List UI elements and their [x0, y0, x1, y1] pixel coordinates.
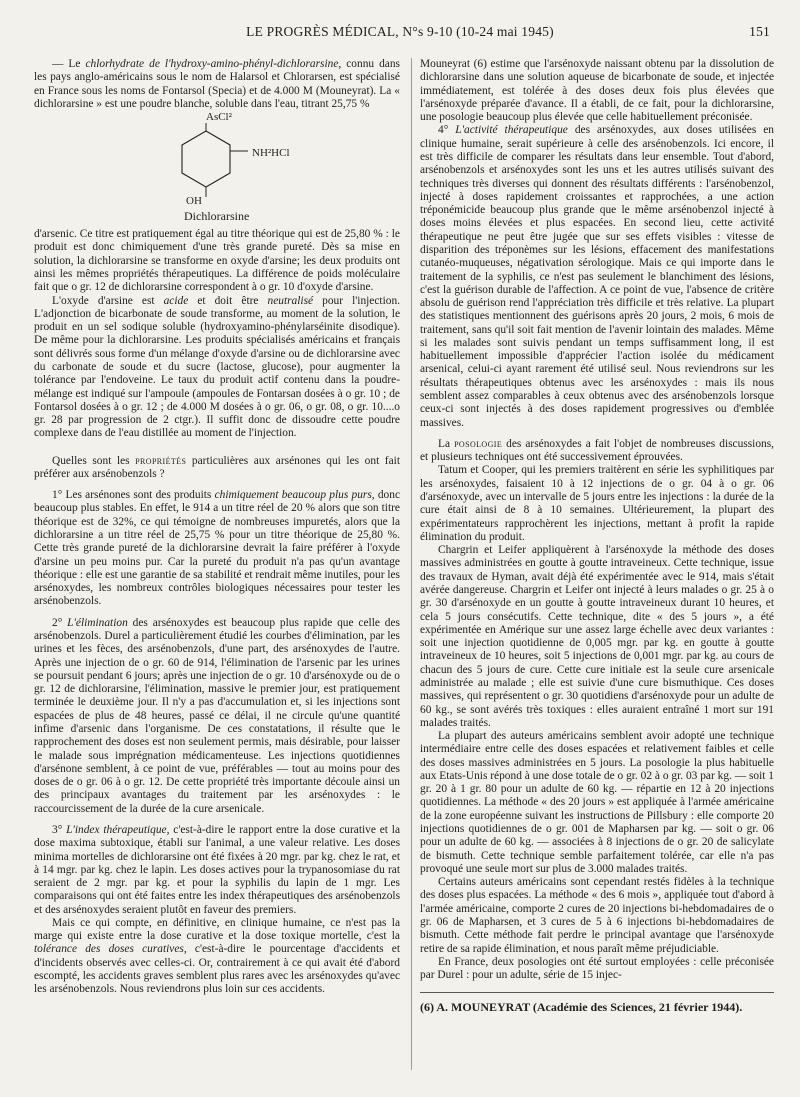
oxide-paragraph: L'oxyde d'arsine est acide et doit être neutralisé pour l'injection. L'adjonction de bicarbonate de soude transforme, au moment de la solution, le produit en un sel sodique soluble (hydroxyamino-phénylarséinite disodique). De même pour la dichlorarsine. Les produits spécialisés américains et français sont délivrés sous forme d'un mélange d'oxyde d'arsine ou de dichlorarsine avec du carbonate de soude et du sucre (lactose, glucose), pour augmenter la tolérance par l'endoveine. Le taux du produit actif contenu dans la poudre-mélange est indiqué sur l'ampoule (ampoules de Fontarsan dosées à o gr. 10 ; de Fontarsol dosées à o gr. 12 ; de 4.000 M dosées à o gr. 06, o gr. 08, o gr. 10....o gr. 28 par progression de 2 ctgr.). Il suffit donc de dissoudre cette poudre complexe dans de l'eau distillée au moment de l'injection.: [34, 294, 400, 440]
nh2hcl-label: NH²HCl: [252, 147, 290, 160]
mouneyrat-paragraph: Mouneyrat (6) estime que l'arsénoxyde naissant obtenu par la dissolution de dichlorarsine dans une solution aqueuse de bicarbonate de soude, et injectée immédiatement, est tolérée à des doses deux fois plus élevées que l'arsénoxyde préparée d'avance. Il a établi, de ce fait, pour la dichlorarsine, une posologie beaucoup plus élevée que celle habituellement préconisée.: [420, 58, 774, 124]
point-3-paragraph: 3° L'index thérapeutique, c'est-à-dire le rapport entre la dose curative et la dose maxima subtoxique, établi sur l'animal, a une valeur relative. Les doses minima mortelles de dichlorarsine ont été fixées à 20 mgr. par kg. chez le rat, et à 14 mgr. par kg. chez le lapin. Les doses actives pour la trypanosomiase du rat seraient de 2 mgr. par kg. et pour la syphilis du lapin de 1 mgr. Les comparaisons qui ont été faites entre les index thérapeutiques des arsénobenzols et des arsénoxydes seraient plutôt en faveur des premiers.: [34, 823, 400, 916]
point-1-paragraph: 1° Les arsénones sont des produits chimiquement beaucoup plus purs, donc beaucoup plus stables. En effet, le 914 a un titre réel de 20 % alors que son titre théorique est de 32%, ce qui témoigne de nombreuses impuretés, alors que la dichlorarsine a un titre réel de 25,75 % pour un titre théorique de 25,80 %. Cette très grande pureté de la dichlorarsine devrait la faire préférer à l'oxyde d'arsine un peu moins pur. Car la pureté du produit n'a pas qu'un avantage théorique : elle est une garantie de sa stabilité et rendrait même inutiles, pour les arsénoxydes, les nombreux contrôles biologiques nécessaires pour tester les arsénobenzols.: [34, 489, 400, 608]
benzene-ring-icon: [160, 111, 250, 206]
footnote-divider: [420, 992, 774, 993]
point-4-paragraph: 4° L'activité thérapeutique des arsénoxydes, aux doses utilisées en clinique humaine, serait supérieure à celle des arsénobenzols. Ici encore, il est très difficile de comparer les résultats dans leur ensemble. Tout d'abord, arsénobenzols et arsénoxydes sont les uns et les autres utilisés suivant des techniques très diverses qui donnent des résultats différents : l'arsénobenzol, injecté à doses rapidement croissantes et rapprochées, a une action tréponémicide beaucoup plus grande que le même arsénobenzol injecté à doses moins élevées et plus espacées. En second lieu, cette activité thérapeutique ne peut être jugée que sur ses effets visibles : vitesse de disparition des tréponèmes sur les lésions, effacement des manifestations cutanéo-muqueuses, négativation sérologique. Mais ce qui importe dans le traitement de la syphilis, ce n'est pas seulement le blanchiment des lésions, c'est la guérison durable de l'affection. A ce point de vue, l'absence de critère absolu de guérison rend l'appréciation très difficile et très relative. La plupart des statistiques mentionnent des guérisons après 20 jours, 2 mois, 6 mois de traitement, sans qu'il soit fait mention de l'avenir lointain des malades. Même si les malades sont suivis pendant un temps suffisamment long, il est habituellement impossible d'apprécier l'action isolée du médicament arsenical, celui-ci ayant rarement été utilisé seul. Nous reviendrons sur les résultats thérapeutiques obtenus avec les arsénoxydes : mais ils nous semblent assez comparables à ceux obtenus avec des arsénobenzols lorsque ceux-ci sont injectés à des doses rapidement progressives ou d'emblée massives.: [420, 124, 775, 429]
right-column: [420, 58, 774, 1015]
tolerance-paragraph: Mais ce qui compte, en définitive, en clinique humaine, ce n'est pas la marge qui existe entre la dose curative et la dose toxique mortelle, c'est la tolérance des doses curatives, c'est-à-dire le pourcentage d'accidents et d'incidents observés avec celles-ci. Or, contrairement à ce qui avait été d'abord escompté, les accidents graves semblent plus rares avec les arsénoxydes qu'avec les arsénobenzols. Nous reviendrons plus loin sur ces accidents.: [34, 916, 401, 996]
column-divider: [411, 58, 412, 1070]
posology-paragraph: La posologie des arsénoxydes a fait l'objet de nombreuses discussions, et plusieurs techniques ont été successivement éprouvées.: [420, 437, 774, 464]
tatum-cooper-paragraph: Tatum et Cooper, qui les premiers traitèrent en série les syphilitiques par les arsénoxydes, faisaient 10 à 12 injections de o gr. 04 à o gr. 06 d'arsénoxyde, avec un intervalle de 5 jours entre les injections : la durée de la cure était ainsi de 8 à 10 semaines. Ultérieurement, la plupart des expérimentateurs rapprochèrent les injections, mettant à profit la rapide élimination du produit.: [420, 464, 774, 543]
page-header: [30, 24, 770, 44]
american-technique-paragraph: La plupart des auteurs américains semblent avoir adopté une technique intermédiaire entre celle des doses espacées et relativement faibles et celle des doses massives administrées en 5 jours. La posologie la plus habituelle aux Etats-Unis répond à une dose totale de o gr. 02 à o gr. 03 par kg. — soit 1 gr. 20 à 1 gr. 80 pour un adulte de 60 kg. — répartie en 12 à 20 injections quotidiennes. La méthode « des 20 jours » est appliquée à l'armée américaine de la zone européenne suivant les instructions de Pillsbury : elle comporte 20 injections quotidiennes de o gr. 001 de Mapharsen par kg. — soit o gr. 06 pour un adulte de 60 kg. — associées à 8 injections de o gr. 20 de salicylate de bismuth. Cette technique semble parfaitement tolérée, car elle n'a pas provoqué une seule mort sur plus de 3.000 malades traités.: [420, 730, 774, 875]
purity-paragraph: d'arsenic. Ce titre est pratiquement égal au titre théorique qui est de 25,80 % : le produit est donc chimiquement d'une très grande pureté. Dès sa mise en solution, la dichlorarsine se transforme en oxyde d'arsine; les deux produits ont ainsi les mêmes propriétés thérapeutiques. La différence de poids moléculaire fait que o gr. 12 de dichlorarsine correspondent à o gr. 10 d'oxyde d'arsine.: [34, 228, 400, 294]
left-column: [34, 58, 400, 997]
diagram-caption: Dichlorarsine: [184, 209, 250, 224]
six-months-paragraph: Certains auteurs américains sont cependant restés fidèles à la technique des doses plus espacées. La méthode « des 6 mois », appliquée tout d'abord à l'armée américaine, comporte 2 cures de 20 injections bi-hebdomadaires de o gr. 06 de Mapharsen, et 3 cures de 5 à 6 injections bi-hebdomadaires de bismuth. Cette méthode fait perdre le principal avantage que l'arsénoxyde retire de sa rapide élimination, et nous paraît même préjudiciable.: [420, 876, 774, 955]
dichlorarsine-structure-diagram: [34, 111, 400, 226]
page-number: 151: [749, 24, 770, 39]
journal-title: LE PROGRÈS MÉDICAL, N°s 9-10 (10-24 mai 1945): [246, 24, 554, 39]
france-paragraph: En France, deux posologies ont été surtout employées : celle préconisée par Durel : pour un adulte, série de 15 injec-: [420, 955, 774, 982]
oh-label: OH: [186, 195, 202, 208]
question-heading: Quelles sont les propriétés particulières aux arsénones qui les ont fait préférer aux arsénobenzols ?: [34, 454, 400, 480]
point-2-paragraph: 2° L'élimination des arsénoxydes est beaucoup plus rapide que celle des arsénobenzols. Durel a particulièrement étudié les courbes d'élimination, par les urines et les fèces, des arsénobenzols, d'une part, des arsénoxydes de l'autre. Après une injection de o gr. 60 de 914, l'élimination de l'arsenic par les urines se poursuit pendant 6 jours; après une injection de o gr. 10 d'arsénoxyde ou de o gr. 12 de dichlorarsine, l'élimination, massive le premier jour, est pratiquement terminée le deuxième jour. Il n'y a pas d'accumulation et, si les injections sont espacées de plus de 48 heures, passé ce délai, il ne circule qu'une quantité infime d'arsenic dans l'organisme. De ces constatations, il résulte que le rapprochement des doses est non seulement permis, mais désirable, pour laisser le malade sous imprégnation médicamenteuse. Les injections quotidiennes d'arsénone semblent, à ce point de vue, préférables — tout au moins pour des doses de o gr. 06 à o gr. 12. De cette propriété très importante découle ainsi un des principaux avantages du traitement par les arsénoxydes : le raccourcissement de la durée de la cure arsenicale.: [34, 616, 400, 815]
ascl2-label: AsCl²: [206, 111, 232, 124]
intro-paragraph: — Le chlorhydrate de l'hydroxy-amino-phényl-dichlorarsine, connu dans les pays anglo-américains sous le nom de Halarsol et Chlorarsen, est spécialisé en France sous les noms de Fontarsol (Specia) et de 4.000 M (Mouneyrat). La « dichlorarsine » est une poudre blanche, soluble dans l'eau, titrant 25,75 %: [34, 58, 400, 110]
chargrin-leifer-paragraph: Chargrin et Leifer appliquèrent à l'arsénoxyde la méthode des doses massives administrées en goutte à goutte intraveineux. Cette technique, issue des travaux de Hyman, avait déjà été expérimentée avec le 914, mais s'était avérée dangereuse. Chargrin et Leifer ont injecté à leurs malades o gr. 25 à o gr. 30 d'arsénoxyde en un goutte à goutte intraveineux durant 10 heures, et cela 5 jours consécutifs. Cette technique, dite « des 5 jours », a été expérimentée en Amérique sur une assez large échelle avec deux variantes : soit une injection quotidienne de 0,005 mgr. par kg. en goutte à goutte intraveineux de 10 heures, soit 5 injections de 0,001 mgr. par kg. au cours de chacun des 5 jours de cure. Cette cure initiale est la seule cure arsenicale administrée au malade ; elle est suivie d'une cure bismuthique. Ces doses massives, qui représentent o gr. 30 quotidiens d'arsénoxyde pour un adulte de 60 kg., se sont avérés très toxiques : elles auraient entraîné 1 mort sur 191 malades traités.: [420, 544, 774, 729]
footnote: (6) A. MOUNEYRAT (Académie des Sciences, 21 février 1944).: [420, 1000, 743, 1015]
compound-name: chlorhydrate de l'hydroxy-amino-phényl-dichlorarsine,: [85, 58, 342, 70]
